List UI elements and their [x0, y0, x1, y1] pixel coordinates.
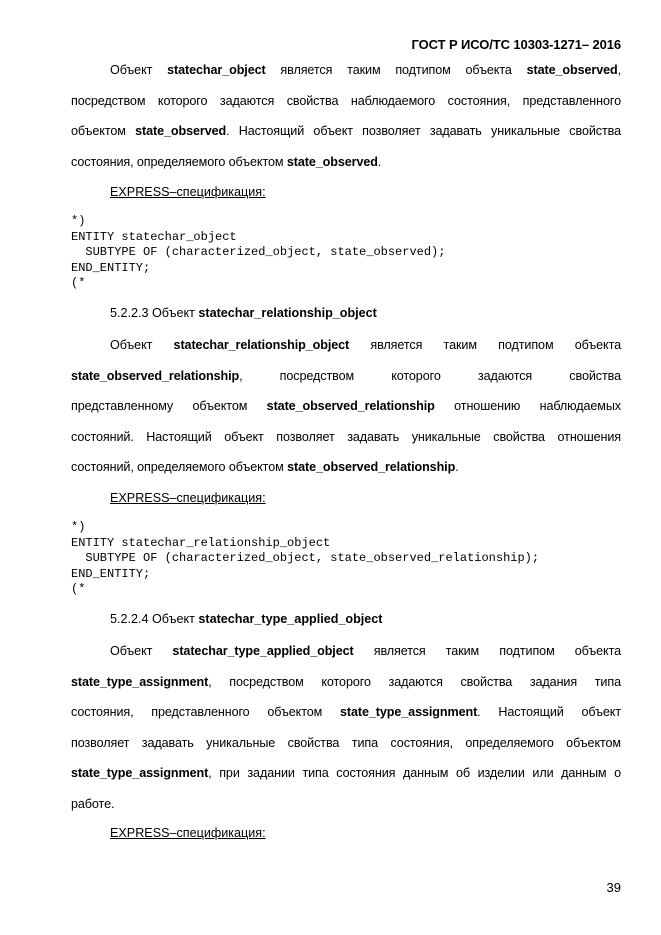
paragraph-statechar-relationship-object: Объект statechar_relationship_object является таким подтипом объекта state_observed_relationship, посредством которого задаются свойства представленному объектом state_observed_relationship отношению наблюдаемых состояний. Настоящий объект позволяет задавать уникальные свойства отношения состояний, определяемого объектом state_observed_relationship. [71, 338, 622, 474]
section-heading-5-2-2-4: 5.2.2.4 Объект statechar_type_applied_object [110, 612, 383, 626]
express-spec-label: EXPRESS–спецификация: [110, 826, 266, 840]
section-heading-5-2-2-3: 5.2.2.3 Объект statechar_relationship_object [110, 306, 377, 320]
express-spec-label: EXPRESS–спецификация: [110, 491, 266, 505]
page-number: 39 [606, 880, 621, 895]
express-spec-label: EXPRESS–спецификация: [110, 185, 266, 199]
document-header: ГОСТ Р ИСО/ТС 10303-1271– 2016 [411, 37, 621, 52]
paragraph-statechar-type-applied-object: Объект statechar_type_applied_object является таким подтипом объекта state_type_assignment, посредством которого задаются свойства задания типа состояния, представленного объектом state_type_assignment. Настоящий объект позволяет задавать уникальные свойства типа состояния, определяемого объектом state_type_assignment, при задании типа состояния данным об изделии или данным о работе. [71, 644, 622, 811]
paragraph-statechar-object: Объект statechar_object является таким подтипом объекта state_observed, посредством которого задаются свойства наблюдаемого состояния, представленного объектом state_observed. Настоящий объект позволяет задавать уникальные свойства состояния, определяемого объектом state_observed. [71, 63, 621, 169]
express-code-block: *) ENTITY statechar_relationship_object SUBTYPE OF (characterized_object, state_observed_relationship); END_ENTITY; (* [71, 520, 540, 596]
express-code-block: *) ENTITY statechar_object SUBTYPE OF (characterized_object, state_observed); END_ENTITY; (* [71, 214, 446, 290]
